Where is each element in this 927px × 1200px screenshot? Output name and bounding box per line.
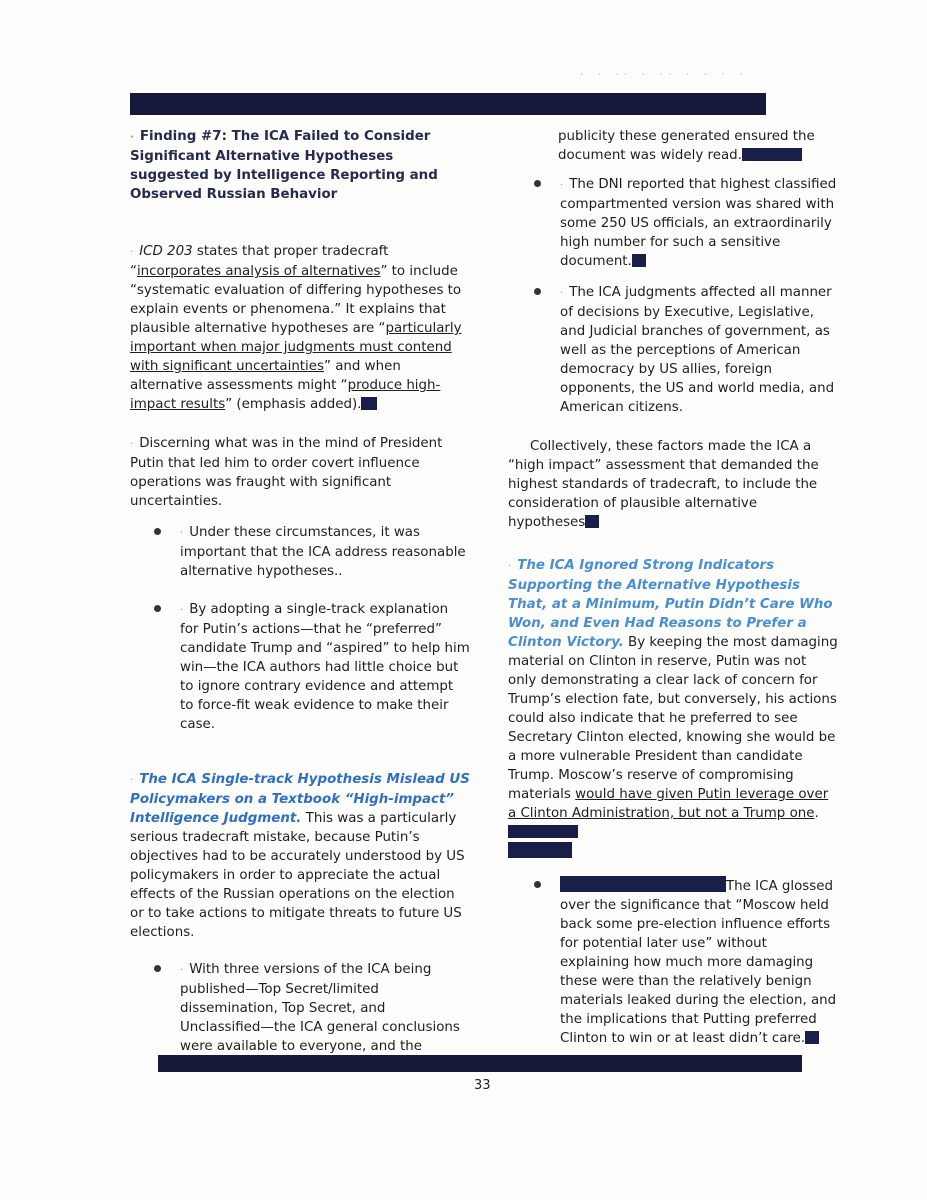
- redaction-bar-header: [130, 93, 766, 115]
- paragraph-text: By keeping the most damaging material on Clinton in reserve, Putin was not only demonstrating a clear lack of concern for Trump’s election fate, but conversely, his actions could also indicate that he preferred to see Secretary Clinton elected, knowing she would be a more vulnerable President than candidate Trump. Moscow’s reserve of compromising materials: [508, 635, 838, 802]
- bullet-text: By adopting a single-track explanation for Putin’s actions—that he “preferred” candidate Trump and “aspired” to help him win—the ICA authors had little choice but to ignore contrary evidence and attempt to force-fit weak evidence to make their case.: [180, 602, 470, 732]
- scan-speckle: · · ·· · ·· · · · ·: [580, 70, 749, 80]
- portion-mark: ·: [130, 775, 134, 786]
- portion-mark: ·: [560, 180, 564, 191]
- bullet-text: The ICA judgments affected all manner of decisions by Executive, Legislative, and Judicial branches of government, as well as the perceptions of American democracy by US allies, foreign opponents, the US and world media, and American citizens.: [560, 285, 835, 415]
- redaction-block: [742, 148, 802, 161]
- bullet-icon: [534, 881, 541, 888]
- redaction-block: [508, 825, 578, 838]
- text: .: [814, 806, 819, 821]
- bullet-icon: [154, 965, 161, 972]
- bullet-icon: [534, 180, 541, 187]
- portion-mark: ·: [130, 439, 134, 450]
- bullet-text: The DNI reported that highest classified compartmented version was shared with some 250 US officials, an extraordinarily high number for such a sensitive document.: [560, 177, 837, 269]
- list-item: [508, 876, 838, 1048]
- ignored-indicators-paragraph: [508, 556, 838, 862]
- portion-mark: ·: [560, 288, 564, 299]
- portion-mark: ·: [180, 528, 184, 539]
- bullet-list: [508, 175, 838, 417]
- underlined-text: particularly important when major judgments must contend with significant uncertainties: [130, 321, 462, 374]
- redaction-block: [508, 842, 572, 858]
- single-track-paragraph: [130, 770, 470, 942]
- subheading: The ICA Single-track Hypothesis Mislead US Policymakers on a Textbook “High-impact” Intelligence Judgment.: [130, 772, 470, 826]
- paragraph-text: This was a particularly serious tradecraft mistake, because Putin’s objectives had to be accurately understood by US policymakers in order to appreciate the actual effects of the Russian operations on the election or to take actions to mitigate threats to future US elections.: [130, 811, 465, 940]
- portion-mark: ·: [130, 132, 134, 143]
- right-column: [508, 127, 838, 1048]
- redaction-block: [632, 254, 646, 267]
- bullet-icon: [154, 528, 161, 535]
- text: ” and when alternative assessments might “: [130, 359, 401, 393]
- subheading: The ICA Ignored Strong Indicators Supporting the Alternative Hypothesis That, at a Minimum, Putin Didn’t Care Who Won, and Even Had Reasons to Prefer a Clinton Victory.: [508, 558, 833, 650]
- list-item: [508, 283, 838, 417]
- continued-text: [508, 127, 838, 165]
- list-item: [130, 960, 470, 1056]
- bullet-text: The ICA glossed over the significance that “Moscow held back some pre-election influence efforts for potential later use” without explaining how much more damaging these were than the relatively benign materials leaked during the election, and the implications that Putting preferred Clinton to win or at least didn’t care.: [560, 879, 837, 1046]
- collectively-paragraph: [508, 437, 838, 532]
- bullet-text: Under these circumstances, it was important that the ICA address reasonable alternative hypotheses..: [180, 525, 466, 579]
- underlined-text: incorporates analysis of alternatives: [136, 264, 381, 279]
- redaction-block: [805, 1031, 819, 1044]
- paragraph-text: Discerning what was in the mind of President Putin that led him to order covert influence operations was fraught with significant uncertainties.: [130, 436, 443, 509]
- bullet-icon: [154, 605, 161, 612]
- text: states that proper tradecraft “: [130, 244, 389, 279]
- list-item: [130, 600, 470, 734]
- redaction-bar-footer: [158, 1055, 802, 1072]
- paragraph-text: Collectively, these factors made the ICA a “high impact” assessment that demanded the highest standards of tradecraft, to include the consideration of plausible alternative hypotheses: [508, 439, 819, 530]
- bullet-list: [130, 523, 470, 734]
- portion-mark: ·: [180, 605, 184, 616]
- bullet-icon: [534, 288, 541, 295]
- text: ” (emphasis added).: [225, 397, 362, 412]
- list-item: [130, 523, 470, 581]
- text: ” to include “systematic evaluation of differing hypotheses to explain events or phenomena.” It explains that plausible alternative hypotheses are “: [130, 264, 462, 336]
- finding-title: Finding #7: The ICA Failed to Consider Significant Alternative Hypotheses suggested by Intelligence Reporting and Observed Russian Behavior: [130, 129, 438, 202]
- icd-ref: ICD 203: [139, 244, 193, 259]
- portion-mark: ·: [508, 561, 512, 572]
- page-number: 33: [474, 1078, 491, 1093]
- portion-mark: ·: [180, 965, 184, 976]
- list-item: [508, 175, 838, 271]
- redaction-block: [560, 876, 726, 892]
- underlined-text: produce high-impact results: [130, 378, 441, 412]
- finding-heading: [130, 127, 470, 204]
- left-column: [130, 127, 470, 1056]
- redaction-block: [585, 515, 599, 528]
- text: publicity these generated ensured the document was widely read.: [558, 129, 815, 163]
- discerning-paragraph: [130, 434, 470, 511]
- bullet-list: [508, 876, 838, 1048]
- underlined-text: would have given Putin leverage over a Clinton Administration, but not a Trump one: [508, 787, 829, 821]
- bullet-list: [130, 960, 470, 1056]
- redaction-block: [361, 397, 377, 410]
- portion-mark: ·: [130, 247, 134, 258]
- icd-paragraph: [130, 242, 470, 414]
- bullet-text: With three versions of the ICA being published—Top Secret/limited dissemination, Top Secret, and Unclassified—the ICA general conclusions were available to everyone, and the: [180, 962, 460, 1054]
